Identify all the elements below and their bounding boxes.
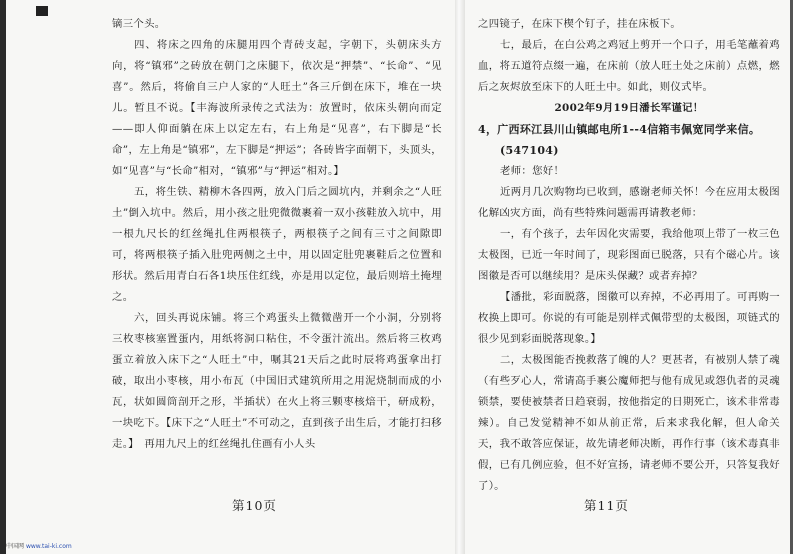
left-paragraph-step-4: 四、将床之四角的床腿用四个青砖支起，字朝下，头朝床头方向，将“镇邪”之砖放在朝门之床腿下，依次是“押禁”、“长命”、“见喜”。然后，将偷自三户人家的“人旺土”各三斤倒在床下，堆在一块儿。暂且不说。【丰海波所录传之式法为：放置时，依床头朝向而定——即人仰面躺在床上以定左右，右上角是“见喜”，右下脚是“长命”，左上角是“镇邪”，左下脚是“押运”；各砖皆字面朝下，头顶头，如“见喜”与“长命”相对，“镇邪”与“押运”相对。】 [112, 39, 442, 177]
left-page-number: 第10页 [232, 498, 277, 513]
question-1: 一，有个孩子，去年因化灾需要，我给他项上带了一枚三色太极图，已近一年时间了，现彩图面已脱落，只有个磁心片。该图徽是否可以继续用？是床头保藏？或者弃掉？ [478, 228, 780, 282]
right-paragraph-step-7: 七，最后，在白公鸡之鸡冠上剪开一个口子，用毛笔蘸着鸡血，将五道符点缀一遍，在床前（放人旺土处之床前）点燃，燃后之灰烬放至床下的人旺土中。如此，则仪式毕。 [478, 39, 780, 93]
right-page-text [478, 14, 780, 514]
letter-source-heading: 4，广西环江县川山镇邮电所1--4信箱韦佩宽同学来信。 [478, 123, 761, 136]
book-gutter [455, 0, 465, 554]
watermark-site: www.tai-ki.com [25, 543, 72, 550]
left-scan-edge [0, 0, 6, 554]
right-page-number: 第11页 [584, 498, 629, 513]
letter-intro: 近两月几次购物均已收到，感谢老师关怀！今在应用太极图化解凶灾方面，尚有些特殊问题需再请教老师： [478, 186, 780, 219]
scan-watermark [6, 541, 72, 550]
question-2: 二，太极图能否挽救落了魄的人？更甚者，有被别人禁了魂（有些歹心人，常请高手裹公魔师把与他有成见或怨仇者的灵魂锁禁，要使被禁者日趋衰弱，按他指定的日期死亡，该术非常毒辣）。自己发觉精神不如从前正常，后来求我化解，但人命关天，我不敢答应保证，故先请老师决断，再作行事（该术毒真非假，已有几例应验，但不好宣扬，请老师不要公开，只答复我好了）。 [478, 354, 780, 492]
left-page-text [112, 14, 442, 514]
answer-1: 【潘批，彩面脱落，图徽可以弃掉，不必再用了。可再购一枚换上即可。你说的有可能是别样式佩带型的太极图，项链式的很少见到彩面脱落现象。】 [478, 291, 780, 345]
left-paragraph-0: 镝三个头。 [112, 18, 166, 30]
signature-date-line: 2002年9月19日潘长军谨记！ [554, 102, 704, 114]
right-paragraph-0: 之四镜子，在床下楔个钉子，挂在床板下。 [478, 18, 682, 30]
watermark-prefix: 中国网 [6, 543, 25, 550]
left-paragraph-step-5: 五，将生铁、精柳木各四两，放入门后之圆坑内，并剩余之“人旺土”倒入坑中。然后，用小孩之肚兜微微裹着一双小孩鞋放入坑中，用一根九尺长的红丝绳扎住两根筷子，两根筷子之间有三寸之间隙即可，将两根筷子插入肚兜两侧之土中，用以固定肚兜裹鞋后之位置和形状。然后用青白石各1块压住红线，亦是用以定位，最后则培土掩埋之。 [112, 186, 442, 303]
left-paragraph-step-6: 六，回头再说床铺。将三个鸡蛋头上微微凿开一个小洞，分别将三枚枣核塞置蛋内，用纸将洞口粘住，不令蛋汁流出。然后将三枚鸡蛋立着放入床下之“人旺土”中，嘱其21天后之此时辰将鸡蛋拿出打破，取出小枣核，用小布瓦（中国旧式建筑所用之用泥烧制而成的小瓦，状如圆筒剖开之形，半插状）在火上将三颗枣核焙干，研成粉，一块吃下。【床下之“人旺土”不可动之，直到孩子出生后，才能打扫移走。】 再用九尺上的红丝绳扎住画有小人头 [112, 312, 442, 450]
postal-code: (547104) [500, 144, 559, 157]
scan-corner-mark [36, 6, 48, 16]
letter-greeting: 老师：您好！ [500, 165, 565, 177]
